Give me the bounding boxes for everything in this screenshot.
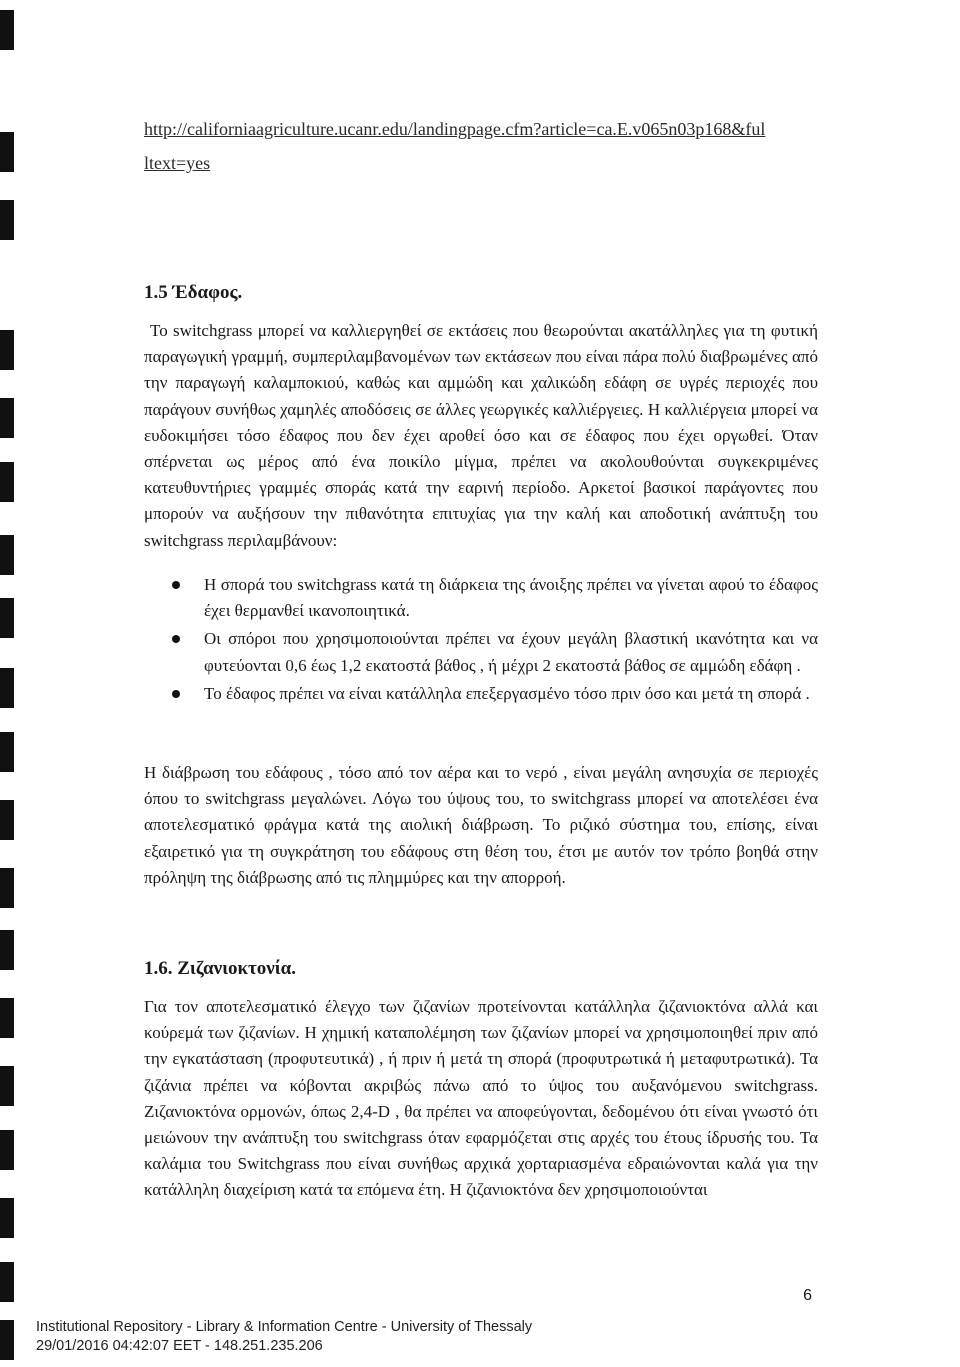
binding-mark	[0, 330, 14, 370]
url-line-2: ltext=yes	[144, 153, 211, 173]
footer-line-2: 29/01/2016 04:42:07 EET - 148.251.235.206	[36, 1338, 323, 1354]
bullet-icon	[172, 690, 180, 698]
paragraph-soil-intro: Το switchgrass μπορεί να καλλιεργηθεί σε εκτάσεις που θεωρούνται ακατάλληλες για τη φυτική παραγωγική γραμμή, συμπεριλαμβανομένων των εκτάσεων που είναι πάρα πολύ διαβρωμένες από την παραγωγή καλαμποκιού, καθώς και αμμώδη και χαλικώδη εδάφη σε υγρές περιοχές που παράγουν συνήθως χαμηλές αποδόσεις σε άλλες γεωργικές καλλιέργειες. Η καλλιέργεια μπορεί να ευδοκιμήσει τόσο έδαφος που δεν έχει αροθεί όσο και σε έδαφος που έχει οργωθεί. Όταν σπέρνεται ως μέρος από ένα ποικίλο μίγμα, πρέπει να ακολουθούνται συγκεκριμένες κατευθυντήριες γραμμές σποράς κατά την εαρινή περίοδο. Αρκετοί βασικοί παράγοντες που μπορούν να αυξήσουν την πιθανότητα επιτυχίας για την καλή και αποδοτική ανάπτυξη του switchgrass περιλαμβάνουν:	[144, 321, 818, 550]
list-item	[144, 681, 818, 707]
paragraph-erosion: Η διάβρωση του εδάφους , τόσο από τον αέρα και το νερό , είναι μεγάλη ανησυχία σε περιοχές όπου το switchgrass μεγαλώνει. Λόγω του ύψους του, το switchgrass μπορεί να αποτελέσει ένα αποτελεσματικό φράγμα κατά της αιολική διάβρωση. Το ριζικό σύστημα του, επίσης, είναι εξαιρετικό για τη συγκράτηση του εδάφους στη θέση του, έτσι με αυτόν τον τρόπο βοηθά στην πρόληψη της διάβρωσης από τις πλημμύρες και την απορροή.	[144, 763, 818, 887]
section-heading-soil: 1.5 Έδαφος.	[144, 282, 243, 303]
source-url	[144, 112, 818, 180]
binding-mark	[0, 535, 14, 575]
list-item	[144, 572, 818, 624]
footer-line-1: Institutional Repository - Library & Information Centre - University of Thessaly	[36, 1319, 533, 1335]
binding-mark	[0, 1198, 14, 1238]
binding-mark	[0, 868, 14, 908]
page-number: 6	[803, 1287, 812, 1304]
url-line-1: http://californiaagriculture.ucanr.edu/landingpage.cfm?article=ca.E.v065n03p168&ful	[144, 119, 766, 139]
binding-mark	[0, 1320, 14, 1360]
binding-mark	[0, 598, 14, 638]
binding-mark	[0, 1066, 14, 1106]
binding-mark	[0, 930, 14, 970]
list-item	[144, 626, 818, 678]
list-item-text: Η σπορά του switchgrass κατά τη διάρκεια της άνοιξης πρέπει να γίνεται αφού το έδαφος έχει θερμανθεί ικανοποιητικά.	[204, 575, 818, 621]
bullet-icon	[172, 635, 180, 643]
binding-mark	[0, 132, 14, 172]
repository-footer	[36, 1318, 532, 1356]
binding-mark	[0, 200, 14, 240]
list-item-text: Οι σπόροι που χρησιμοποιούνται πρέπει να έχουν μεγάλη βλαστική ικανότητα και να φυτεύονται 0,6 έως 1,2 εκατοστά βάθος , ή μέχρι 2 εκατοστά βάθος σε αμμώδη εδάφη .	[204, 629, 818, 675]
source-url-link[interactable]	[144, 119, 765, 173]
list-item-text: Το έδαφος πρέπει να είναι κατάλληλα επεξεργασμένο τόσο πριν όσο και μετά τη σπορά .	[204, 683, 810, 703]
binding-mark	[0, 462, 14, 502]
binding-mark	[0, 998, 14, 1038]
bullet-list	[144, 572, 818, 709]
binding-mark	[0, 800, 14, 840]
section-heading-weed-control: 1.6. Ζιζανιοκτονία.	[144, 958, 297, 979]
paragraph-weed-control: Για τον αποτελεσματικό έλεγχο των ζιζανίων προτείνονται κατάλληλα ζιζανιοκτόνα αλλά και κούρεμά των ζιζανίων. Η χημική καταπολέμηση των ζιζανίων μπορεί να χρησιμοποιηθεί πριν από την εγκατάσταση (προφυτευτικά) , ή πριν ή μετά τη σπορά (προφυτρωτικά ή μεταφυτρωτικά). Τα ζιζάνια πρέπει να κόβονται ακριβώς πάνω από το ύψος του αυξανόμενου switchgrass. Ζιζανιοκτόνα ορμονών, όπως 2,4-D , θα πρέπει να αποφεύγονται, δεδομένου ότι είναι γνωστό ότι μειώνουν την ανάπτυξη του switchgrass όταν εφαρμόζεται στις αρχές του έτους ίδρυσής του. Τα καλάμια του Switchgrass που είναι συνήθως αρχικά χορταριασμένα εδραιώνονται καλά για την κατάλληλη διαχείριση κατά τα επόμενα έτη. Η ζιζανιοκτόνα δεν χρησιμοποιούνται	[144, 997, 818, 1200]
binding-mark	[0, 1130, 14, 1170]
binding-mark	[0, 1262, 14, 1302]
binding-mark	[0, 732, 14, 772]
bullet-icon	[172, 581, 180, 589]
binding-mark	[0, 668, 14, 708]
binding-mark	[0, 398, 14, 438]
binding-mark	[0, 10, 14, 50]
binding-marks	[0, 0, 20, 1367]
